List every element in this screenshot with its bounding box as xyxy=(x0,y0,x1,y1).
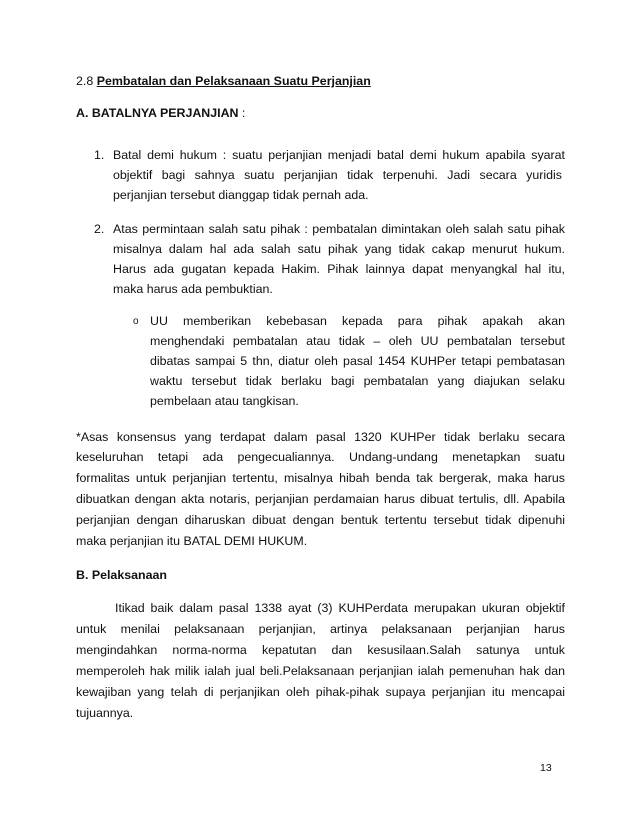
paragraph-line: untuk menilai pelaksanaan perjanjian, artinya pelaksanaan perjanjian harus xyxy=(76,622,565,636)
bullet-line: dibatas sampai 5 thn, diatur oleh pasal 1454 KUHPer tetapi pembatasan xyxy=(150,354,565,368)
list-item-line: perjanjian tersebut dianggap tidak pernah ada. xyxy=(113,188,369,202)
section-title xyxy=(76,74,371,88)
list-marker: 1. xyxy=(94,148,105,162)
note-line: perjanjian dengan diharuskan dibuat dengan bentuk tertentu tersebut tidak dipenuhi xyxy=(76,513,565,527)
part-a-heading: A. BATALNYA PERJANJIAN : xyxy=(76,106,246,120)
note-line: dibuatkan dengan akta notaris, perjanjian perdamaian harus dibuat tertulis, dll. Apabila xyxy=(76,492,565,506)
page-number: 13 xyxy=(540,762,552,774)
bullet-marker: o xyxy=(133,316,139,327)
note-line: formalitas untuk perjanjian tertentu, misalnya hibah benda tak bergerak, maka harus xyxy=(76,471,565,485)
paragraph-line: memperoleh hak milik ialah jual beli.Pelaksanaan perjanjian ialah pemenuhan hak dan xyxy=(76,664,565,678)
list-item-line: maka harus ada pembuktian. xyxy=(113,282,273,296)
paragraph-line: Itikad baik dalam pasal 1338 ayat (3) KUHPerdata merupakan ukuran objektif xyxy=(115,601,565,615)
part-b-heading: B. Pelaksanaan xyxy=(76,568,167,582)
section-title-text: Pembatalan dan Pelaksanaan Suatu Perjanjian xyxy=(96,74,371,88)
note-line: keseluruhan tetapi ada pengecualiannya. Undang-undang menetapkan suatu xyxy=(76,450,565,464)
note-line: maka perjanjian itu BATAL DEMI HUKUM. xyxy=(76,534,308,548)
section-number: 2.8 xyxy=(76,74,94,88)
bullet-line: UU memberikan kebebasan kepada para pihak apakah akan xyxy=(150,314,565,328)
list-item-line: misalnya dalam hal ada salah satu pihak yang tidak cakap menurut hukum. xyxy=(113,242,565,256)
bullet-line: pembelaan atau tangkisan. xyxy=(150,394,299,408)
list-item-line: objektif bagi sahnya suatu perjanjian tidak terpenuhi. Jadi secara yuridis xyxy=(113,168,562,182)
bullet-line: waktu tersebut tidak berlaku bagi pembatalan yang diajukan selaku xyxy=(150,374,565,388)
list-item-line: Harus ada gugatan kepada Hakim. Pihak lainnya dapat menyangkal hal itu, xyxy=(113,262,565,276)
paragraph-line: tujuannya. xyxy=(76,706,134,720)
paragraph-line: mengindahkan norma-norma kepatutan dan kesusilaan.Salah satunya untuk xyxy=(76,643,565,657)
list-item-line: Batal demi hukum : suatu perjanjian menjadi batal demi hukum apabila syarat xyxy=(113,148,565,162)
list-marker: 2. xyxy=(94,222,105,236)
paragraph-line: kewajiban yang telah di perjanjikan oleh pihak-pihak supaya perjanjian itu mencapai xyxy=(76,685,565,699)
list-item-line: Atas permintaan salah satu pihak : pembatalan dimintakan oleh salah satu pihak xyxy=(113,222,565,236)
note-line: *Asas konsensus yang terdapat dalam pasal 1320 KUHPer tidak berlaku secara xyxy=(76,430,565,444)
bullet-line: menghendaki pembatalan atau tidak – oleh UU pembatalan tersebut xyxy=(150,334,565,348)
